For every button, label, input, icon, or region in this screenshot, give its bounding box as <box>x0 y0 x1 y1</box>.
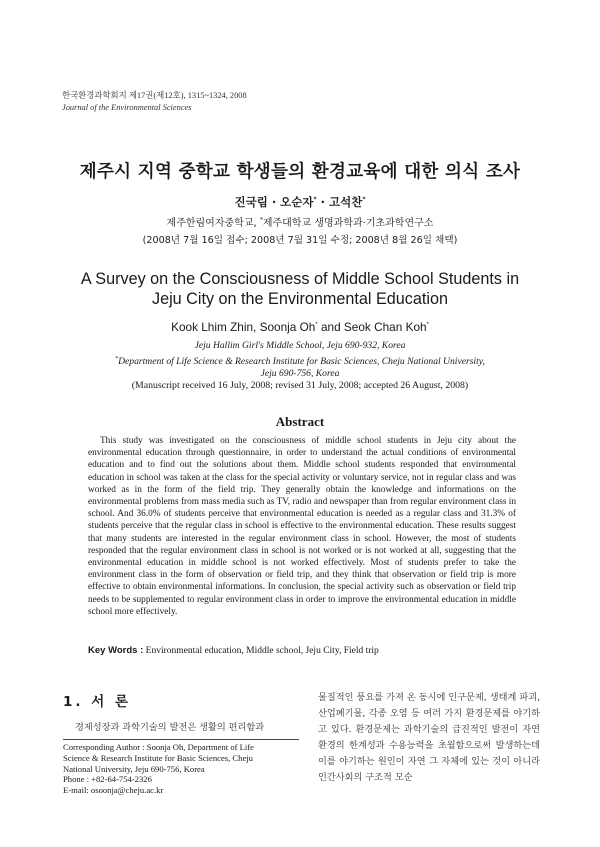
footnote-line-2: Science & Research Institute for Basic Sciences, Cheju <box>63 752 253 763</box>
english-author-mark: * <box>315 322 318 329</box>
footnote-email: E-mail: osoonja@cheju.ac.kr <box>63 785 164 796</box>
korean-title: 제주시 지역 중학교 학생들의 환경교육에 대한 의식 조사 <box>79 162 521 182</box>
keywords <box>88 645 528 656</box>
affiliation-mark: * <box>259 216 263 224</box>
journal-citation: 한국환경과학회지 제17권(제12호), 1315~1324, 2008 <box>62 91 247 100</box>
journal-header <box>62 90 247 114</box>
korean-authors <box>0 194 600 210</box>
intro-paragraph-left: 경제성장과 과학기술의 발전은 생활의 편리함과 <box>75 722 265 733</box>
footnote-phone: Phone : +82-64-754-2326 <box>63 774 152 785</box>
english-affiliation-line-2-text: Department of Life Science & Research Institute for Basic Sciences, Cheju National University, <box>118 355 485 367</box>
abstract-body: This study was investigated on the consciousness of middle school students in Jeju city about the environmental education through questionnaire, in order to understand the actual conditions of environmental education and to find out the solutions about them. Middle school students responded that environmental education in school was taken at the class for the special activity or voluntary service, not in regular class and was worked as in the form of the field trip. They generally obtain the knowledge and informations on the environmental problems from mass media such as TV, radio and newspaper than from regular environment class in school. And 36.0% of students perceive that environmental education is needed as a regular class and 31.3% of students perceive that the regular class in school is effective to the environmental education. These results suggest that many students are interested in the regular environment class in school. However, the most of students responded that the regular environment class in school is not worked or is not worked at all, suggesting that the environmental education in middle school is not worked effectively. Most of students prefer to take the environment class in the form of observation or field trip, and they think that observation or field trip is more effective to obtain environmental informations. In conclusion, the special activity such as observation or field trip needs to be supplemented to regular environment class in order to improve the environmental education in middle school more effectively. <box>88 436 516 617</box>
english-authors <box>0 320 600 334</box>
affiliation-part-2: 제주대학교 생명과학과·기초과학연구소 <box>262 218 434 229</box>
keywords-label: Key Words : <box>88 645 144 656</box>
korean-dates: (2008년 7월 16일 접수; 2008년 7월 31일 수정; 2008년 8월 26일 채택) <box>142 235 458 246</box>
corresponding-author-footnote <box>63 742 303 796</box>
english-authors-part-2: and Seok Chan Koh <box>317 320 427 334</box>
author-mark: * <box>313 196 317 204</box>
english-affiliation-mark: * <box>115 355 119 362</box>
english-title-line-2: Jeju City on the Environmental Education <box>151 290 449 308</box>
korean-authors-text: 진국림 · 오순자 <box>234 195 314 209</box>
english-title <box>0 269 600 309</box>
footnote-line-3: National University, Jeju 690-756, Korea <box>63 763 205 774</box>
english-title-line-1: A Survey on the Consciousness of Middle School Students in <box>80 270 520 288</box>
section-heading-introduction: 1. 서 론 <box>63 694 132 710</box>
english-authors-part-1: Kook Lhim Zhin, Soonja Oh <box>171 320 316 334</box>
english-affiliation-line-1: Jeju Hallim Girl's Middle School, Jeju 690-932, Korea <box>194 340 406 351</box>
author-mark-2: * <box>362 196 366 204</box>
english-author-mark-2: * <box>426 322 429 329</box>
abstract-heading: Abstract <box>275 414 325 429</box>
korean-authors-text-2: · 고석찬 <box>316 195 363 209</box>
english-affiliation-line-2 <box>60 353 540 369</box>
intro-paragraph-right: 물질적인 풍요를 가져 온 동시에 인구문제, 생태계 파괴, 산업폐기물, 각종 오염 등 여러 가지 환경문제를 야기하고 있다. 환경문제는 과학기술의 급진적인 발전이 자연환경의 한계성과 수용능력을 초월함으로써 발생하는데 이를 야기하는 원인이 자연 그 자체에 있는 것이 아니라 인간사회의 구조적 모순 <box>318 692 540 783</box>
footnote-divider <box>63 739 299 740</box>
english-affiliation <box>60 340 540 381</box>
english-affiliation-line-3: Jeju 690-756, Korea <box>260 368 340 380</box>
keywords-text: Environmental education, Middle school, Jeju City, Field trip <box>143 646 379 656</box>
korean-affiliation <box>0 214 600 229</box>
affiliation-part-1: 제주한림여자중학교, <box>166 218 260 229</box>
footnote-line-1: Corresponding Author : Soonja Oh, Department of Life <box>63 742 254 752</box>
english-dates: (Manuscript received 16 July, 2008; revised 31 July, 2008; accepted 26 August, 2008) <box>131 380 469 391</box>
journal-name: Journal of the Environmental Sciences <box>62 103 192 112</box>
